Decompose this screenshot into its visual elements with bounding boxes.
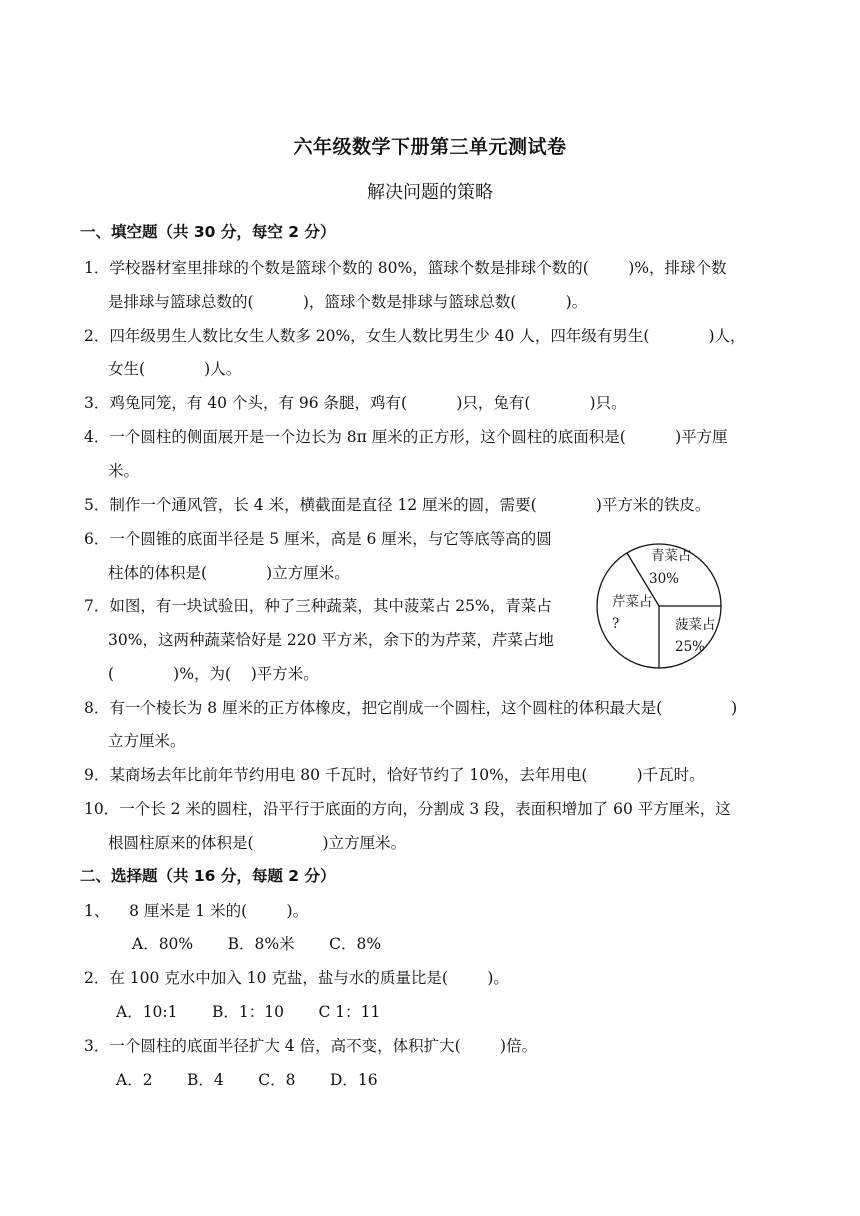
question-line: 1、 8 厘米是 1 米的( )。 (84, 902, 309, 920)
question-line: 是排球与篮球总数的( )，篮球个数是排球与篮球总数( )。 (108, 293, 588, 311)
question-line: 女生( )人。 (108, 360, 242, 378)
question-line: 柱体的体积是( )立方厘米。 (108, 564, 350, 582)
question-line: 8．有一个棱长为 8 厘米的正方体橡皮，把它削成一个圆柱，这个圆柱的体积最大是( ) (84, 699, 738, 717)
question-line: 立方厘米。 (108, 732, 186, 750)
question-line: 10．一个长 2 米的圆柱，沿平行于底面的方向，分割成 3 段，表面积增加了 60 平方厘米，这 (84, 800, 731, 818)
page-title: 六年级数学下册第三单元测试卷 (293, 136, 567, 158)
answer-options: A．2 B．4 C．8 D．16 (116, 1071, 378, 1089)
question-line: 4．一个圆柱的侧面展开是一个边长为 8π 厘米的正方形，这个圆柱的底面积是( )平方厘 (84, 428, 728, 446)
answer-options: A．10:1 B．1：10 C 1：11 (116, 1003, 381, 1021)
pie-label-qingcai: 青菜占 (651, 548, 692, 564)
question-line: 根圆柱原来的体积是( )立方厘米。 (108, 834, 407, 852)
question-line: 7．如图，有一块试验田，种了三种蔬菜，其中菠菜占 25%，青菜占 (84, 597, 552, 615)
question-line: 1．学校器材室里排球的个数是篮球个数的 80%，篮球个数是排球个数的( )%，排球个数 (84, 259, 727, 277)
question-line: 3．一个圆柱的底面半径扩大 4 倍，高不变，体积扩大( )倍。 (84, 1037, 538, 1055)
question-line: 2．四年级男生人数比女生人数多 20%，女生人数比男生少 40 人，四年级有男生( )人， (84, 327, 746, 345)
section-heading-multiple-choice: 二、选择题（共 16 分，每题 2 分） (80, 867, 336, 885)
question-line: 5．制作一个通风管，长 4 米，横截面是直径 12 厘米的圆，需要( )平方米的铁皮。 (84, 496, 711, 514)
question-line: 3．鸡兔同笼，有 40 个头，有 96 条腿，鸡有( )只，兔有( )只。 (84, 394, 627, 412)
pie-label-qincai: 芹菜占 (612, 594, 653, 610)
question-line: 2．在 100 克水中加入 10 克盐，盐与水的质量比是( )。 (84, 969, 509, 987)
pie-value-qincai: ? (612, 616, 620, 632)
pie-label-bocai: 菠菜占 (675, 617, 716, 633)
question-line: 9．某商场去年比前年节约用电 80 千瓦时，恰好节约了 10%，去年用电( )千瓦时。 (84, 766, 705, 784)
vegetable-pie-diagram (596, 536, 762, 674)
pie-value-bocai: 25% (675, 639, 706, 655)
question-line: 30%，这两种蔬菜恰好是 220 平方米，余下的为芹菜，芹菜占地 (108, 631, 554, 649)
question-line: 6．一个圆锥的底面半径是 5 厘米，高是 6 厘米，与它等底等高的圆 (84, 530, 552, 548)
pie-value-qingcai: 30% (649, 571, 680, 587)
question-line: 米。 (108, 462, 140, 480)
page-subtitle: 解决问题的策略 (367, 182, 493, 203)
answer-options: A．80% B．8%米 C．8% (132, 935, 382, 953)
question-line: ( )%，为( )平方米。 (108, 665, 319, 683)
section-heading-fill-blank: 一、填空题（共 30 分，每空 2 分） (80, 223, 336, 241)
